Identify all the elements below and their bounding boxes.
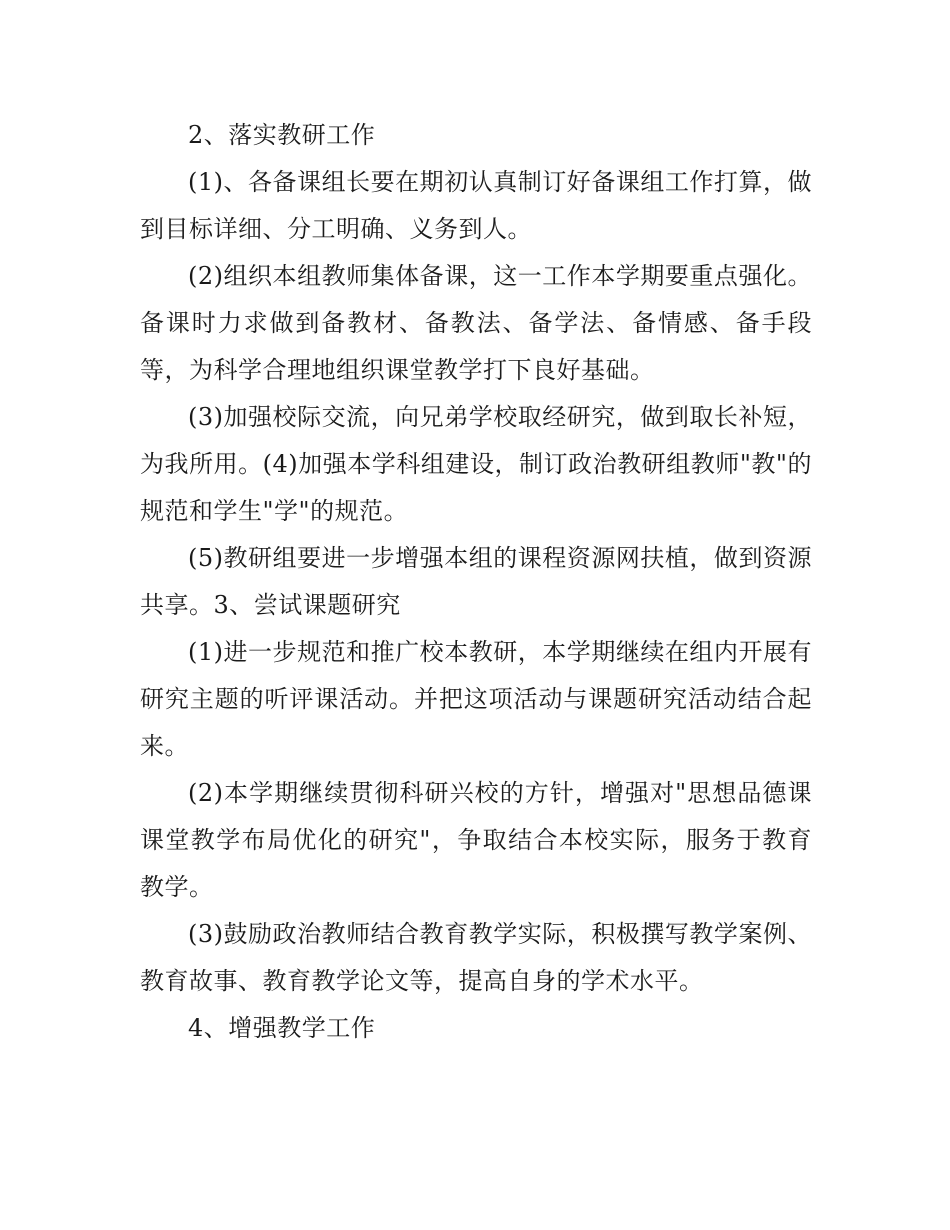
paragraph-item-1: (1)、各备课组长要在期初认真制订好备课组工作打算，做到目标详细、分工明确、义务到人。 <box>140 168 812 243</box>
paragraph-research-1: (1)进一步规范和推广校本教研，本学期继续在组内开展有研究主题的听评课活动。并把这项活动与课题研究活动结合起来。 <box>140 638 812 760</box>
document-body <box>140 112 812 1052</box>
section-heading-4: 4、增强教学工作 <box>188 1014 376 1042</box>
paragraph-item-2: (2)组织本组教师集体备课，这一工作本学期要重点强化。备课时力求做到备教材、备教法、备学法、备情感、备手段等，为科学合理地组织课堂教学打下良好基础。 <box>140 262 812 384</box>
paragraph-research-2: (2)本学期继续贯彻科研兴校的方针，增强对"思想品德课课堂教学布局优化的研究"，争取结合本校实际，服务于教育教学。 <box>140 779 812 901</box>
paragraph-item-3-4: (3)加强校际交流，向兄弟学校取经研究，做到取长补短，为我所用。(4)加强本学科组建设，制订政治教研组教师"教"的规范和学生"学"的规范。 <box>140 403 812 525</box>
section-heading-2: 2、落实教研工作 <box>188 121 376 149</box>
paragraph-research-3: (3)鼓励政治教师结合教育教学实际，积极撰写教学案例、教育故事、教育教学论文等，提高自身的学术水平。 <box>140 920 812 995</box>
paragraph-item-5: (5)教研组要进一步增强本组的课程资源网扶植，做到资源共享。3、尝试课题研究 <box>140 544 812 619</box>
